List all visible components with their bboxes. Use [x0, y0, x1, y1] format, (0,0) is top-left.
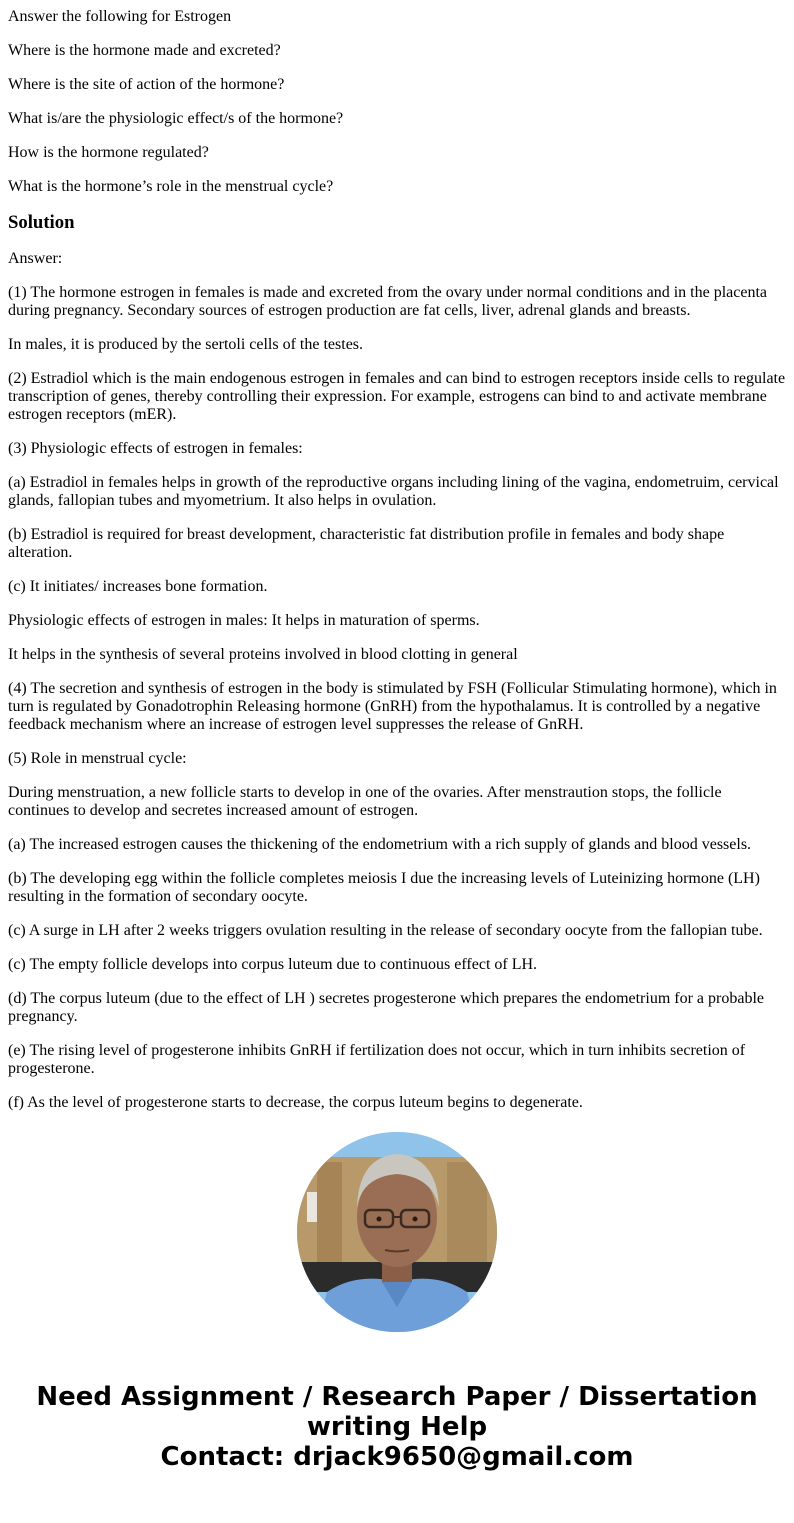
contact-banner	[0, 1382, 794, 1472]
answer-paragraph: (c) It initiates/ increases bone formation.	[8, 578, 268, 595]
answer-paragraph: (3) Physiologic effects of estrogen in females:	[8, 440, 303, 457]
answer-paragraph: Physiologic effects of estrogen in males: It helps in maturation of sperms.	[8, 612, 480, 629]
answer-paragraph: (f) As the level of progesterone starts to decrease, the corpus luteum begins to degenerate.	[8, 1094, 583, 1111]
question-item: Where is the hormone made and excreted?	[8, 42, 281, 59]
answer-paragraph: (a) The increased estrogen causes the thickening of the endometrium with a rich supply of glands and blood vessels.	[8, 836, 752, 853]
question-item: What is/are the physiologic effect/s of the hormone?	[8, 110, 344, 127]
solution-heading: Solution	[8, 212, 75, 233]
question-item: What is the hormone’s role in the menstrual cycle?	[8, 178, 334, 195]
answer-paragraph: (b) The developing egg within the follicle completes meiosis I due the increasing levels of Luteinizing hormone (LH) resulting in the formation of secondary oocyte.	[8, 870, 760, 905]
question-intro: Answer the following for Estrogen	[8, 8, 232, 25]
answer-paragraph: (c) The empty follicle develops into corpus luteum due to continuous effect of LH.	[8, 956, 538, 973]
answer-paragraph: (e) The rising level of progesterone inhibits GnRH if fertilization does not occur, which in turn inhibits secretion of progesterone.	[8, 1042, 746, 1077]
author-avatar	[297, 1132, 497, 1332]
answer-paragraph: (2) Estradiol which is the main endogenous estrogen in females and can bind to estrogen receptors inside cells to regulate transcription of genes, thereby controlling their expression. For example, estrogens can bind to and activate membrane estrogen receptors (mER).	[8, 370, 786, 423]
banner-line-2: writing Help	[306, 1412, 488, 1442]
person-portrait-icon	[297, 1132, 497, 1332]
banner-line-1: Need Assignment / Research Paper / Dissertation	[36, 1382, 758, 1412]
author-photo-container	[0, 1132, 794, 1332]
answer-label: Answer:	[8, 250, 63, 267]
answer-paragraph: It helps in the synthesis of several proteins involved in blood clotting in general	[8, 646, 518, 663]
banner-contact-email: Contact: drjack9650@gmail.com	[160, 1442, 634, 1472]
answer-paragraph: During menstruation, a new follicle starts to develop in one of the ovaries. After menstraution stops, the follicle continues to develop and secretes increased amount of estrogen.	[8, 784, 722, 819]
answer-paragraph: (5) Role in menstrual cycle:	[8, 750, 187, 767]
question-item: How is the hormone regulated?	[8, 144, 209, 161]
answer-paragraph: (d) The corpus luteum (due to the effect of LH ) secretes progesterone which prepares the endometrium for a probable pregnancy.	[8, 990, 765, 1025]
answer-paragraph: (b) Estradiol is required for breast development, characteristic fat distribution profile in females and body shape alteration.	[8, 526, 725, 561]
answer-paragraph: (1) The hormone estrogen in females is made and excreted from the ovary under normal conditions and in the placenta during pregnancy. Secondary sources of estrogen production are fat cells, liver, adrenal glands and breasts.	[8, 284, 767, 319]
answer-paragraph: In males, it is produced by the sertoli cells of the testes.	[8, 336, 364, 353]
question-item: Where is the site of action of the hormone?	[8, 76, 285, 93]
answer-paragraph: (c) A surge in LH after 2 weeks triggers ovulation resulting in the release of secondary oocyte from the fallopian tube.	[8, 922, 763, 939]
answer-paragraph: (a) Estradiol in females helps in growth of the reproductive organs including lining of the vagina, endometruim, cervical glands, fallopian tubes and myometrium. It also helps in ovulation.	[8, 474, 779, 509]
answer-paragraph: (4) The secretion and synthesis of estrogen in the body is stimulated by FSH (Follicular Stimulating hormone), which in turn is regulated by Gonadotrophin Releasing hormone (GnRH) from the hypothalamus. It is controlled by a negative feedback mechanism where an increase of estrogen level suppresses the release of GnRH.	[8, 680, 777, 733]
